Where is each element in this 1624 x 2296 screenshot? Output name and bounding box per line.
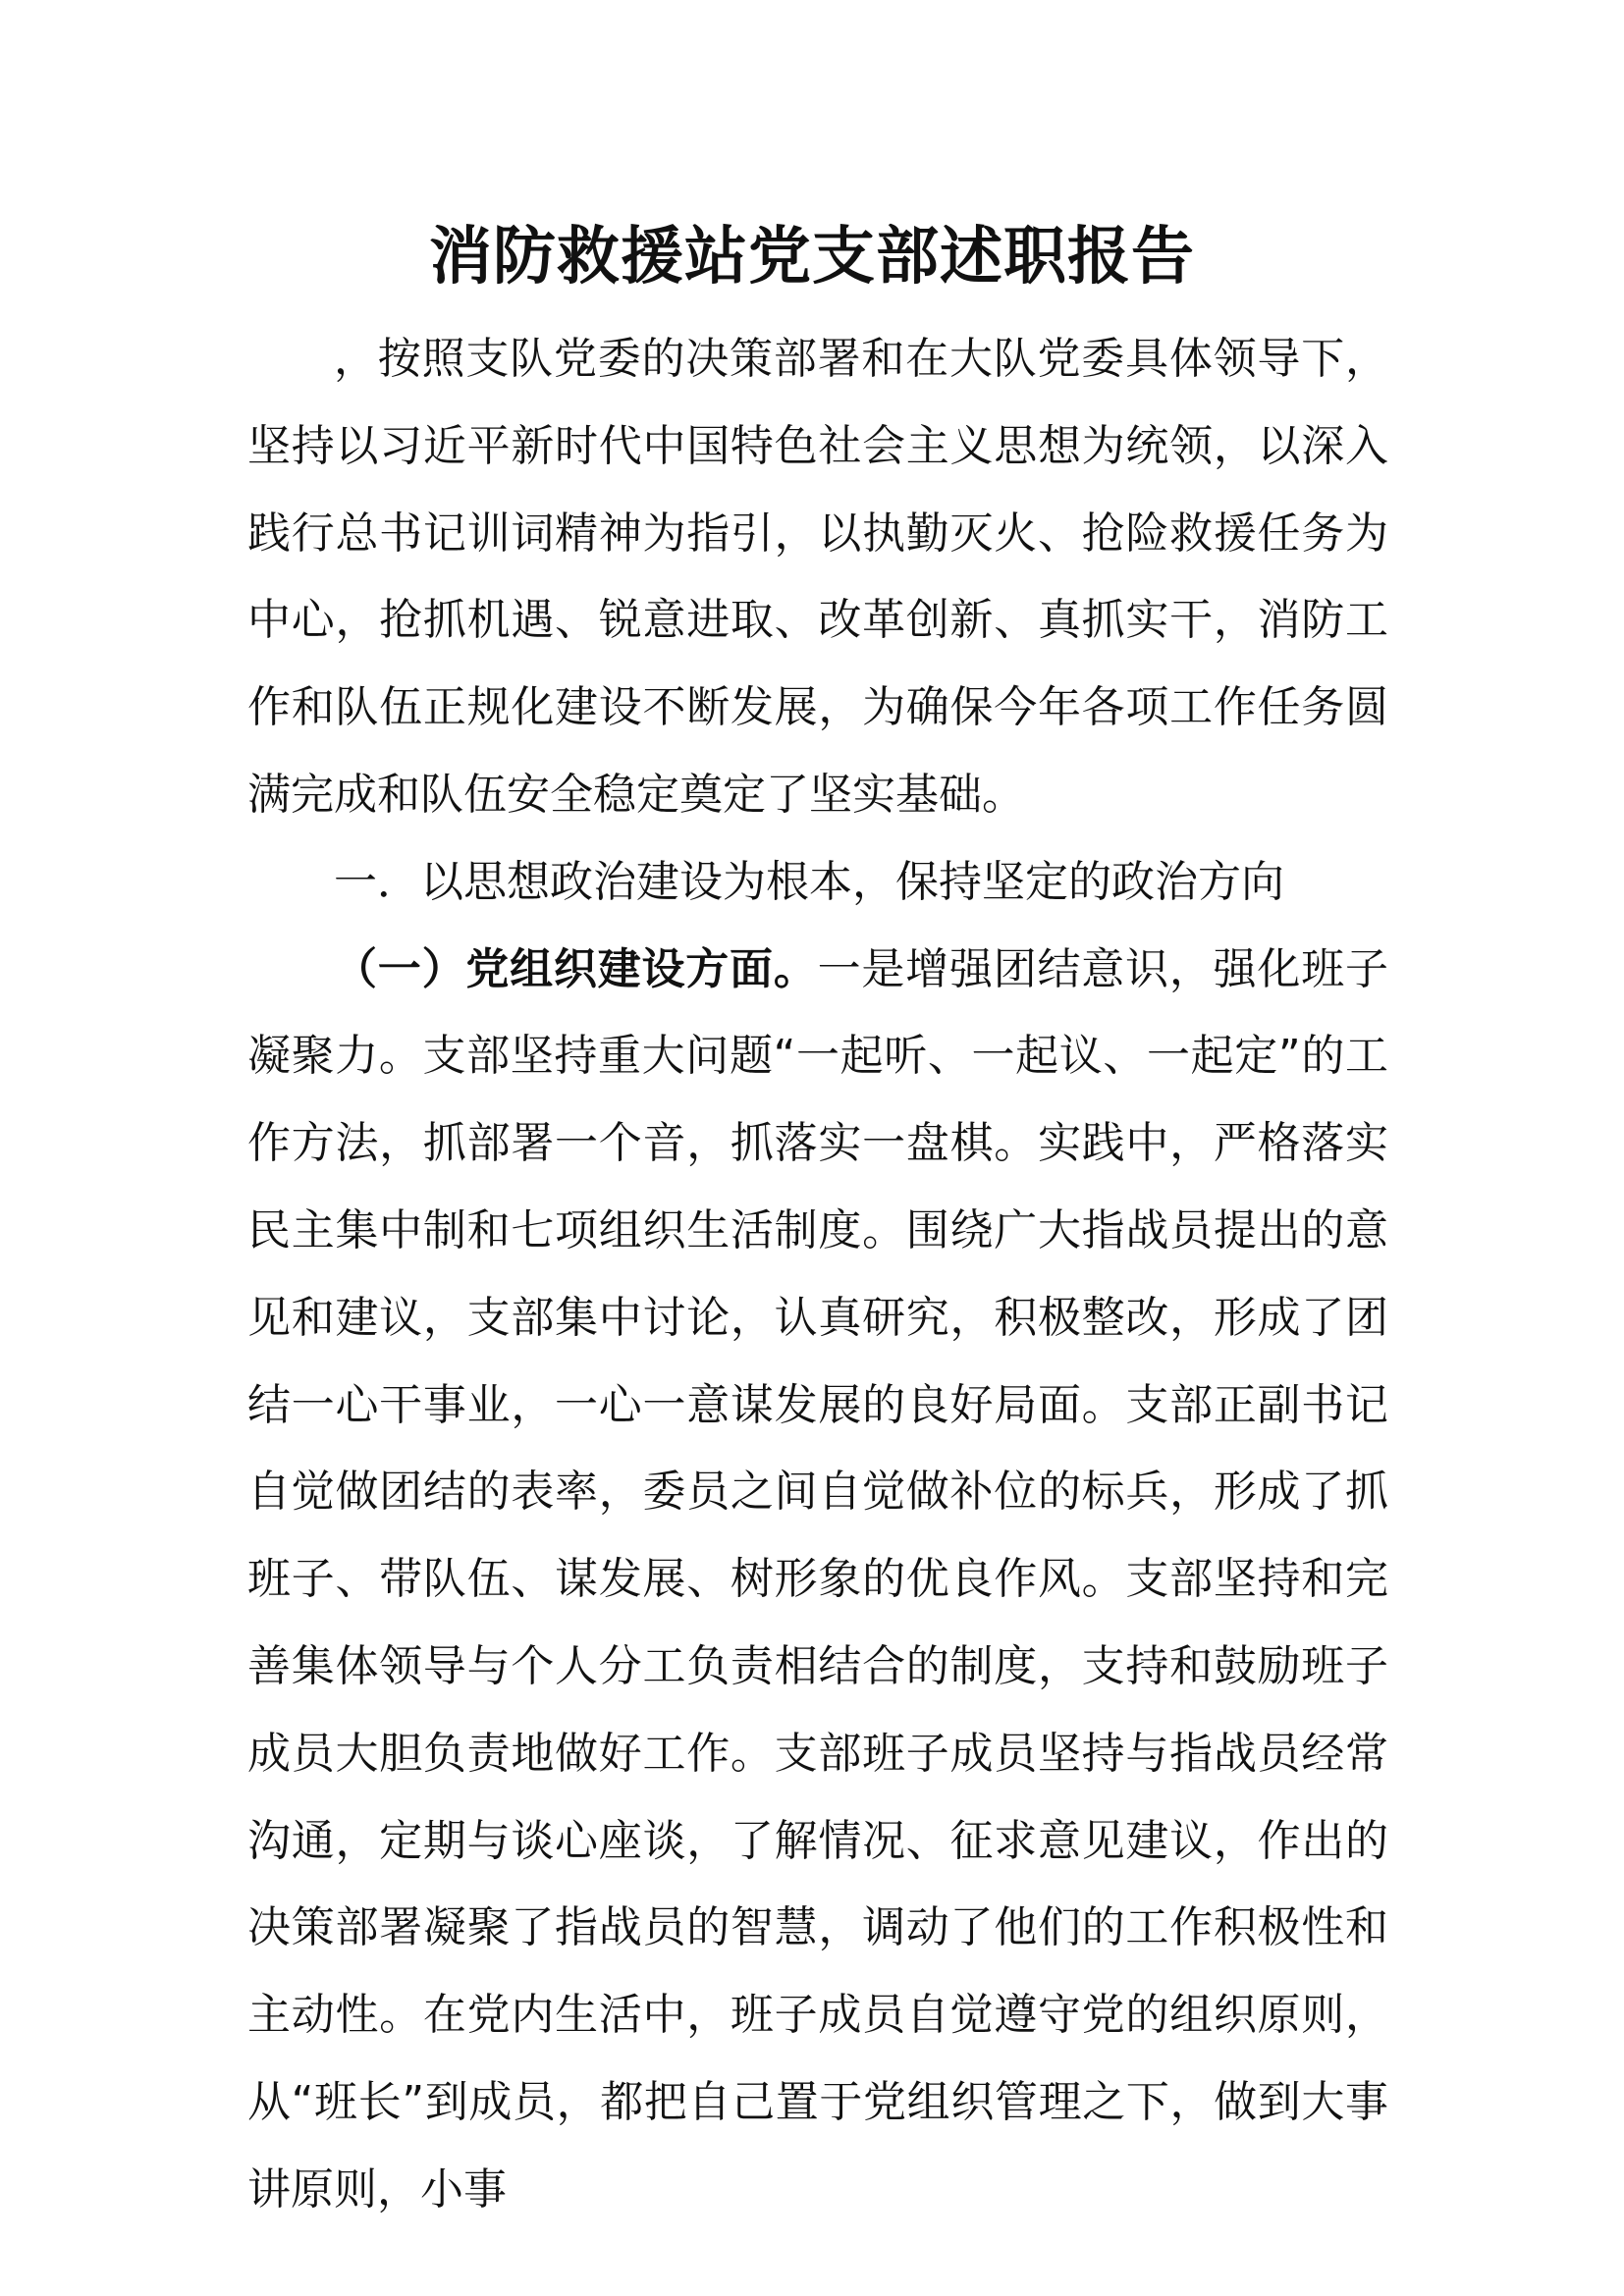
document-title: 消防救援站党支部述职报告: [429, 220, 1195, 294]
subsection-heading: （一）党组织建设方面。: [334, 943, 818, 994]
section-heading: 一．以思想政治建设为根本，保持坚定的政治方向: [334, 856, 1284, 907]
subsection-paragraph: [247, 927, 1388, 2234]
subsection-text: 一是增强团结意识，强化班子凝聚力。支部坚持重大问题“一起听、一起议、一起定”的工作方法，抓部署一个音，抓落实一盘棋。实践中，严格落实民主集中制和七项组织生活制度。围绕广大指战员提出的意见和建议，支部集中讨论，认真研究，积极整改，形成了团结一心干事业，一心一意谋发展的良好局面。支部正副书记自觉做团结的表率，委员之间自觉做补位的标兵，形成了抓班子、带队伍、谋发展、树形象的优良作风。支部坚持和完善集体领导与个人分工负责相结合的制度，支持和鼓励班子成员大胆负责地做好工作。支部班子成员坚持与指战员经常沟通，定期与谈心座谈，了解情况、征求意见建议，作出的决策部署凝聚了指战员的智慧，调动了他们的工作积极性和主动性。在党内生活中，班子成员自觉遵守党的组织原则，从“班长”到成员，都把自己置于党组织管理之下，做到大事讲原则，小事: [247, 943, 1388, 2215]
document-body: [247, 316, 1388, 2234]
intro-paragraph: ，按照支队党委的决策部署和在大队党委具体领导下，坚持以习近平新时代中国特色社会主义思想为统领，以深入践行总书记训词精神为指引，以执勤灭火、抢险救援任务为中心，抢抓机遇、锐意进取、改革创新、真抓实干，消防工作和队伍正规化建设不断发展，为确保今年各项工作任务圆满完成和队伍安全稳定奠定了坚实基础。: [247, 334, 1388, 820]
